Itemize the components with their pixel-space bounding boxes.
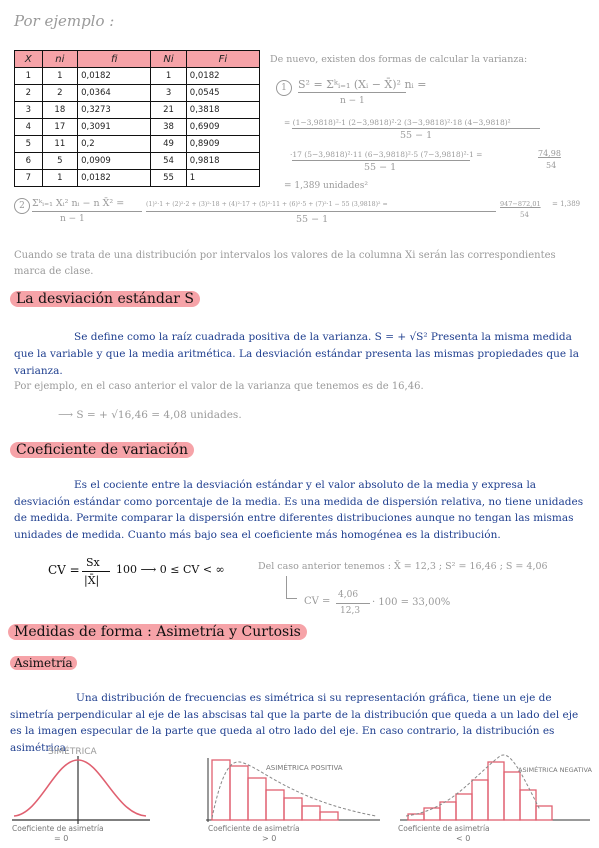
highlight: Coeficiente de variación	[10, 442, 194, 458]
formula-denominator: n − 1	[340, 96, 365, 106]
variance-expansion-1: = (1−3,9818)²·1 (2−3,9818)²·2 (3−3,9818)²·18 (4−3,9818)²	[284, 118, 511, 127]
table-row	[15, 102, 260, 119]
histogram-bar	[488, 762, 504, 820]
class-mark-note: Cuando se trata de una distribución por intervalos los valores de la columna Xi serán las correspondientes marca de clase.	[14, 250, 556, 277]
graph-caption: Coeficiente de asimetría	[12, 824, 104, 833]
histogram-bar	[284, 798, 302, 820]
variance-result-2: = 1,389	[552, 200, 581, 208]
graph-title: ASIMÉTRICA POSITIVA	[266, 764, 343, 772]
table-row	[15, 136, 260, 153]
table-header-row	[15, 51, 260, 68]
graph-caption: Coeficiente de asimetría	[208, 824, 300, 833]
fraction-denominator: 54	[546, 161, 557, 170]
symmetric-graph	[12, 745, 150, 843]
formula-denominator: 55 − 1	[296, 214, 329, 225]
graph-caption: Coeficiente de asimetría	[398, 824, 490, 833]
table-cell: 0,6909	[186, 119, 259, 136]
table-cell: 0,0364	[78, 85, 151, 102]
asymmetry-definition: Una distribución de frecuencias es simétrica si su representación gráfica, tiene un eje de simetría perpendicular al eje de las abscisas tal que la parte de la distribución que queda a un lado del eje es la imagen especular de la parte que queda al otro lado del eje. En caso contrario, la distribución es asimétrica.	[10, 692, 579, 754]
table-row	[15, 170, 260, 187]
table-cell: 1	[15, 68, 43, 85]
formula-number-2: 2	[14, 198, 30, 214]
table-cell: 0,0909	[78, 153, 151, 170]
col-header: Fi	[186, 51, 259, 68]
histogram-bar	[320, 812, 338, 820]
col-header: fi	[78, 51, 151, 68]
histogram-bar	[424, 808, 440, 820]
table-cell: 21	[151, 102, 187, 119]
table-cell: 3	[151, 85, 187, 102]
sd-result: ⟶ S = + √16,46 = 4,08 unidades.	[58, 409, 242, 421]
table-cell: 49	[151, 136, 187, 153]
formula-denominator: 55 − 1	[364, 162, 397, 173]
table-cell: 6	[15, 153, 43, 170]
fraction-denominator: 54	[520, 211, 529, 219]
graph-title: ASIMÉTRICA NEGATIVA	[518, 766, 592, 774]
table-cell: 7	[15, 170, 43, 187]
table-cell: 2	[15, 85, 43, 102]
graph-title: SIMÉTRICA	[48, 747, 97, 757]
highlight: Medidas de forma : Asimetría y Curtosis	[8, 624, 307, 640]
asymmetry-graphs	[0, 740, 599, 848]
variance-intro: De nuevo, existen dos formas de calcular la varianza:	[270, 54, 528, 65]
variance-result: = 1,389 unidades²	[284, 181, 368, 191]
highlight: La desviación estándar S	[10, 291, 200, 307]
col-header: ni	[42, 51, 78, 68]
table-cell: 5	[15, 136, 43, 153]
sd-definition: Se define como la raíz cuadrada positiva de la varianza. S = + √S² Presenta la misma medida que la variable y que la media aritmética. La desviación estándar presenta las mismas propiedades que la varianza.	[14, 331, 580, 377]
graph-value: = 0	[54, 834, 69, 843]
table-cell: 0,9818	[186, 153, 259, 170]
histogram-bar	[536, 806, 552, 820]
table-row	[15, 119, 260, 136]
formula-number-1: 1	[276, 80, 292, 96]
histogram-bar	[472, 780, 488, 820]
histogram-bar	[440, 802, 456, 820]
table-cell: 11	[42, 136, 78, 153]
histogram-bar	[520, 790, 536, 820]
fraction-numerator: 947−872,01	[500, 200, 541, 208]
page-title: Por ejemplo :	[14, 12, 115, 30]
table-row	[15, 85, 260, 102]
histogram-bar	[248, 778, 266, 820]
table-cell: 0,3818	[186, 102, 259, 119]
table-cell: 55	[151, 170, 187, 187]
variance-formula-1: S² = Σᵏᵢ₌₁ (Xᵢ − X̄)² nᵢ =	[298, 78, 427, 91]
table-cell: 0,3273	[78, 102, 151, 119]
sd-example: Por ejemplo, en el caso anterior el valor de la varianza que tenemos es de 16,46.	[14, 381, 424, 392]
subheading-asymmetry	[10, 656, 77, 670]
table-row	[15, 153, 260, 170]
table-cell: 4	[15, 119, 43, 136]
table-cell: 1	[151, 68, 187, 85]
fraction-numerator: 74,98	[538, 149, 561, 158]
table-cell: 2	[42, 85, 78, 102]
table-cell: 17	[42, 119, 78, 136]
cv-formula-numerator: Sx	[86, 556, 100, 569]
table-cell: 0,2	[78, 136, 151, 153]
table-row	[15, 68, 260, 85]
histogram-bar	[266, 790, 284, 820]
table-cell: 0,0182	[78, 170, 151, 187]
section-heading-shape	[8, 624, 307, 640]
col-header: X	[15, 51, 43, 68]
cv-example-denominator: 12,3	[340, 606, 361, 616]
variance-expansion-3: (1)²·1 + (2)²·2 + (3)²·18 + (4)²·17 + (5)²·11 + (6)²·5 + (7)²·1 − 55 (3,9818)² =	[146, 201, 388, 208]
cv-definition: Es el cociente entre la desviación estándar y el valor absoluto de la media y expresa la desviación estándar como porcentaje de la media. Es una medida de dispersión relativa, no tiene unidades de medida. Permite comparar la dispersión entre diferentes distribuciones aunque no tengan las mismas unidades de medida. Cuanto más bajo sea el coeficiente más homogénea es la distribución.	[14, 479, 584, 541]
positive-asymmetry-graph	[206, 758, 380, 843]
table-cell: 1	[42, 170, 78, 187]
histogram-bar	[230, 766, 248, 820]
graph-value: < 0	[456, 834, 471, 843]
section-heading-sd	[10, 291, 200, 307]
histogram-bar	[456, 794, 472, 820]
highlight: Asimetría	[10, 656, 77, 670]
formula-denominator: n − 1	[60, 214, 85, 224]
histogram-bar	[302, 806, 320, 820]
cv-example-numerator: 4,06	[338, 590, 359, 600]
table-cell: 0,8909	[186, 136, 259, 153]
table-cell: 0,0182	[78, 68, 151, 85]
formula-denominator: 55 − 1	[400, 130, 433, 141]
table-cell: 1	[186, 170, 259, 187]
table-cell: 54	[151, 153, 187, 170]
table-cell: 1	[42, 68, 78, 85]
cv-example: Del caso anterior tenemos : X̄ = 12,3 ; S² = 16,46 ; S = 4,06	[258, 561, 548, 572]
table-cell: 38	[151, 119, 187, 136]
histogram-bar	[504, 772, 520, 820]
table-cell: 3	[15, 102, 43, 119]
cv-formula-range: 100 ⟶ 0 ≤ CV < ∞	[116, 563, 225, 576]
col-header: Ni	[151, 51, 187, 68]
cv-example-label: CV =	[304, 596, 331, 607]
variance-expansion-2: ·17 (5−3,9818)²·11 (6−3,9818)²·5 (7−3,9818)²·1 =	[290, 150, 483, 159]
table-cell: 0,0182	[186, 68, 259, 85]
cv-formula-denominator: |X̄|	[84, 574, 100, 587]
histogram-bar	[408, 814, 424, 820]
frequency-table	[14, 50, 260, 187]
cv-formula-label: CV =	[48, 563, 80, 577]
graph-value: > 0	[262, 834, 277, 843]
table-cell: 18	[42, 102, 78, 119]
negative-asymmetry-graph	[398, 755, 593, 843]
cv-example-result: · 100 = 33,00%	[372, 597, 451, 608]
table-cell: 0,3091	[78, 119, 151, 136]
table-cell: 0,0545	[186, 85, 259, 102]
variance-formula-2: Σᵏᵢ₌₁ Xᵢ² nᵢ − n X̄² =	[32, 198, 125, 209]
section-heading-cv	[10, 442, 194, 458]
table-cell: 5	[42, 153, 78, 170]
